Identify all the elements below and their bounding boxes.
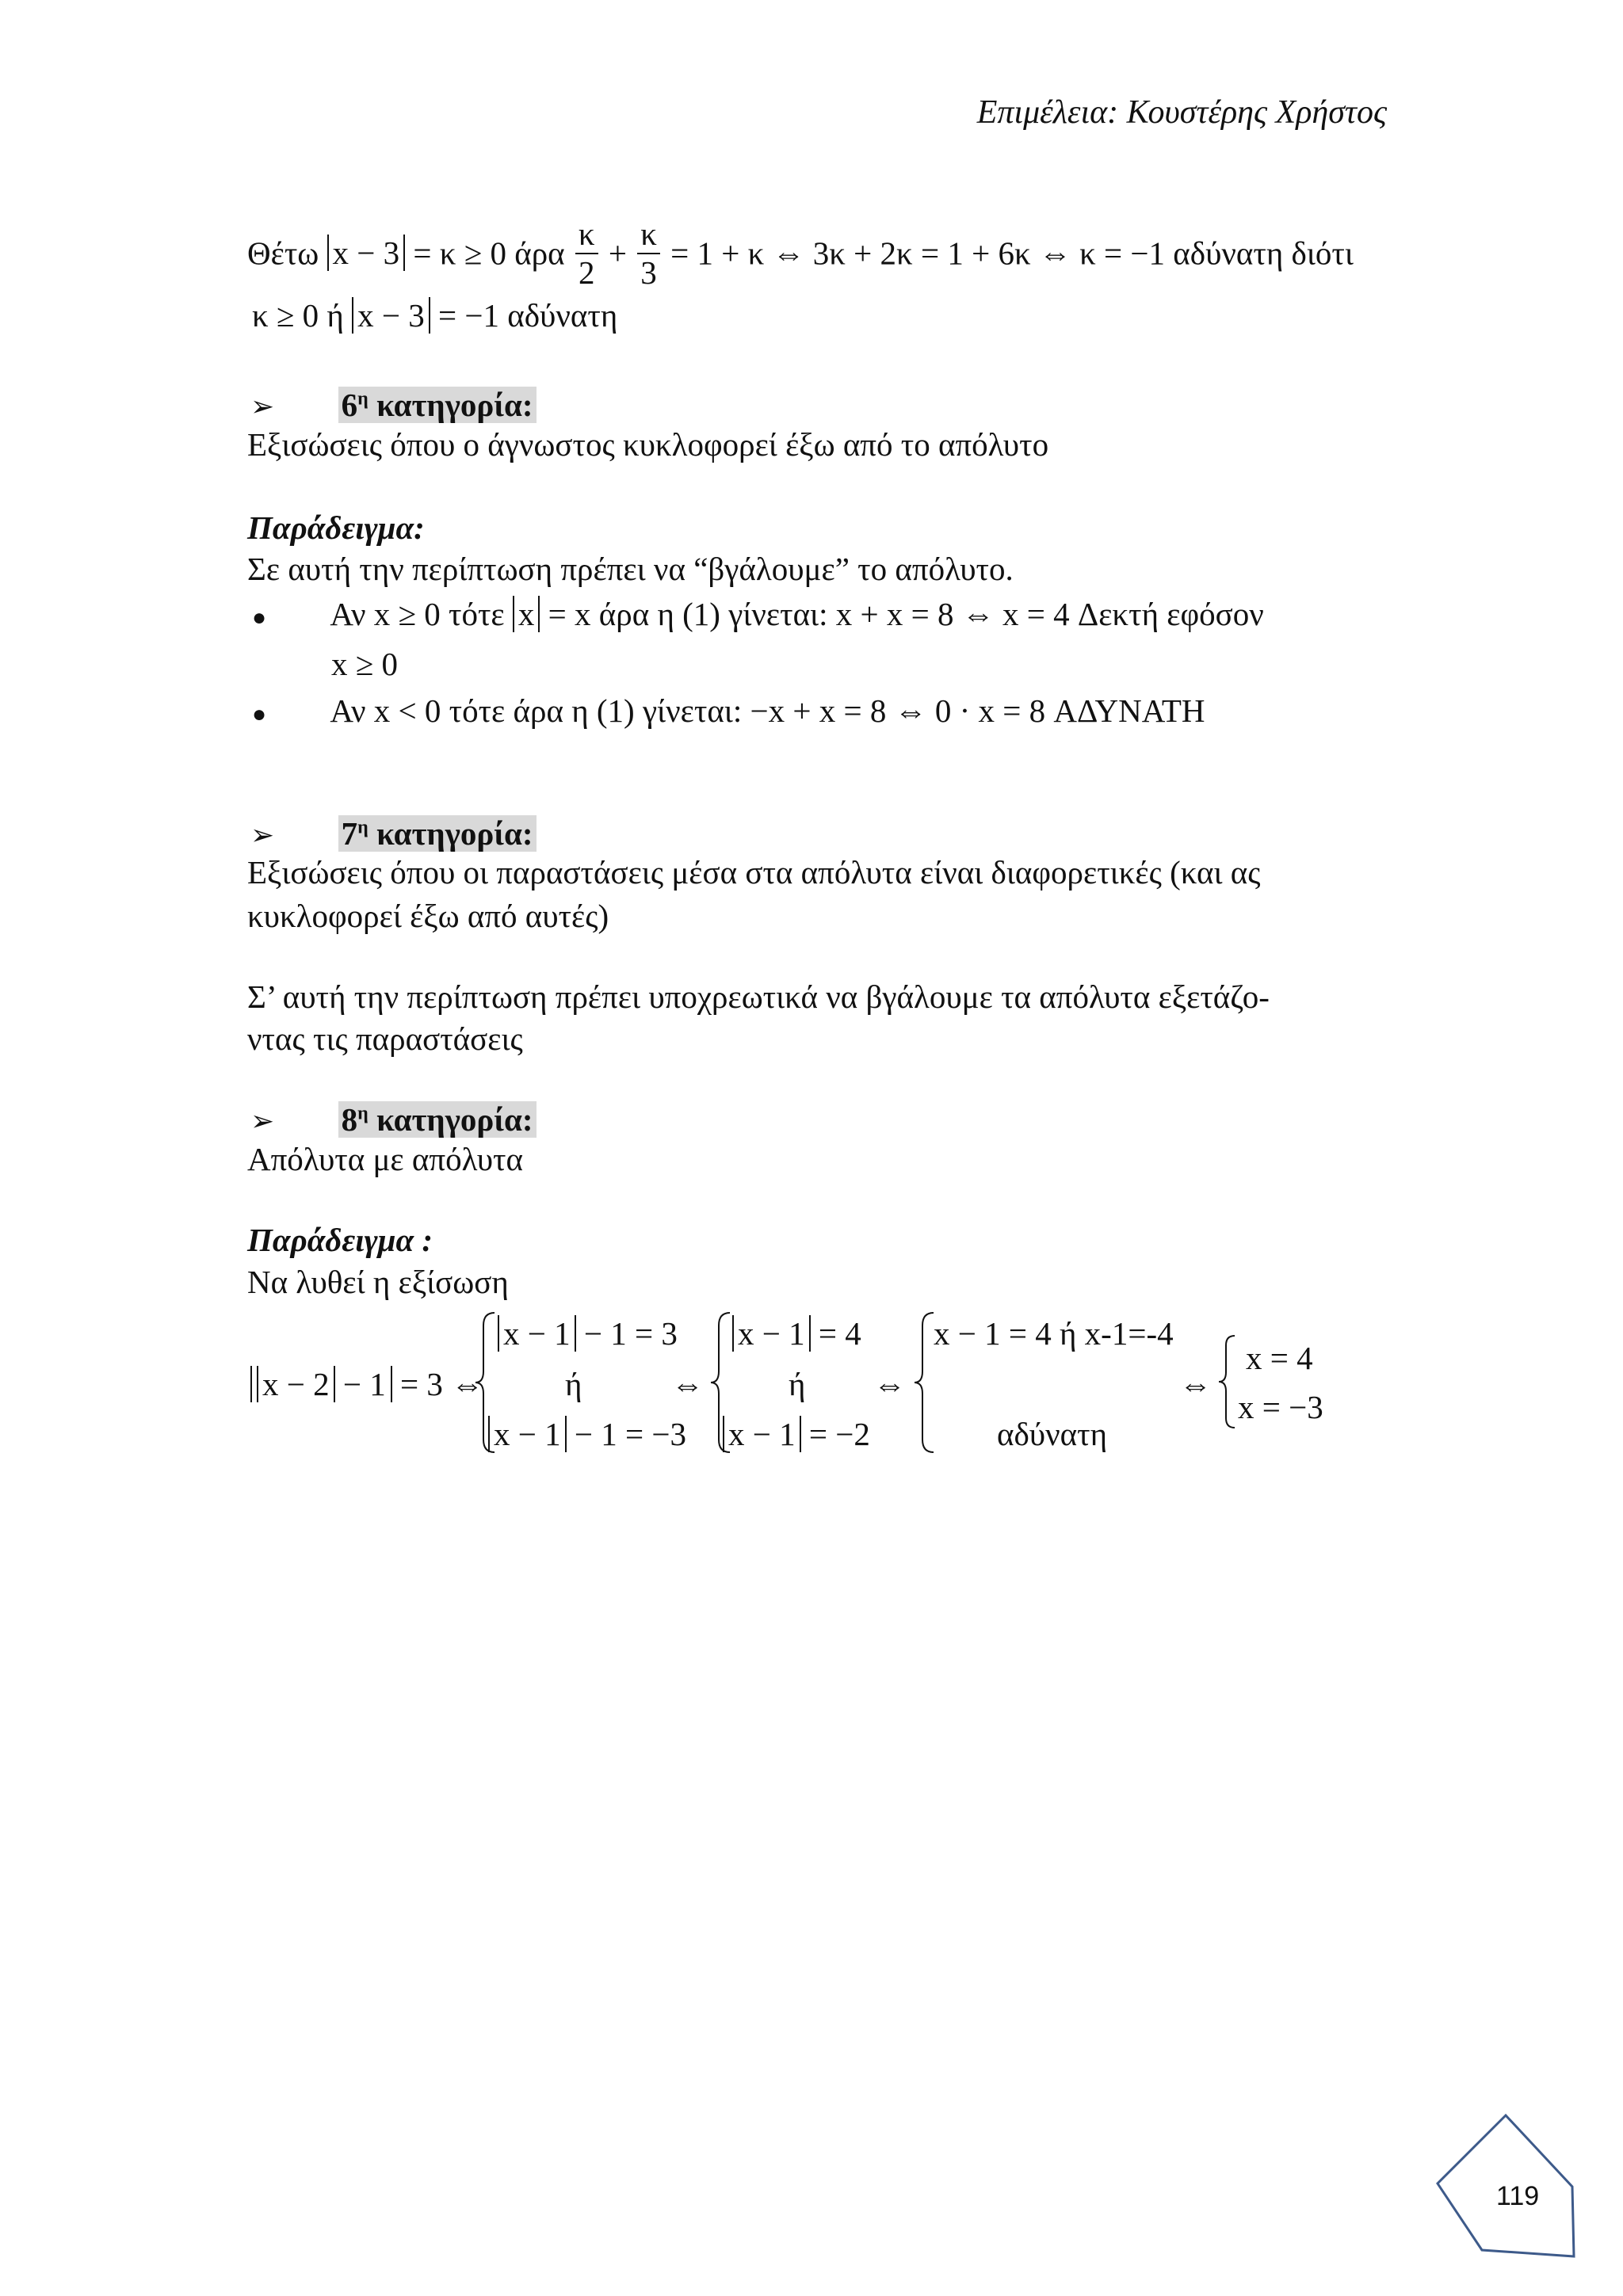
fraction-kappa-over-3 (637, 217, 660, 290)
fraction-numerator: κ (637, 217, 660, 254)
abs-x: x (513, 596, 540, 632)
section-7-title: $7^\eta$ κατηγορία: (338, 815, 537, 852)
plus-sign: + (608, 235, 627, 272)
fraction-denominator: 2 (578, 254, 595, 292)
fraction-numerator: κ (575, 217, 598, 254)
bullet-dot-icon: ● (252, 605, 267, 631)
main-equation-rhs: = 3 ⇔ (400, 1366, 484, 1402)
bullet-dot-icon: ● (252, 701, 267, 727)
intro-impossible: = −1 αδύνατη (437, 297, 618, 334)
section-6-heading (250, 386, 537, 424)
system-4-bottom: x = −3 (1238, 1389, 1323, 1425)
section-6-bullet-2 (252, 692, 1205, 729)
section-8-example-intro: Να λυθεί η εξίσωση (247, 1264, 509, 1300)
section-6-title: $6^\eta$ κατηγορία: (338, 387, 537, 423)
abs-x-minus-3: x − 3 (327, 235, 406, 271)
section-7-description-line-1: Εξισώσεις όπου οι παραστάσεις μέσα στα απόλυτα είναι διαφορετικές (και ας (247, 854, 1261, 891)
section-7-note-line-1: Σ’ αυτή την περίπτωση πρέπει υποχρεωτικά να βγάλουμε τα απόλυτα εξετάζο- (247, 978, 1270, 1015)
fraction-denominator: 3 (640, 254, 657, 292)
section-6-example-intro: Σε αυτή την περίπτωση πρέπει να “βγάλουμε” το απόλυτο. (247, 551, 1014, 587)
abs-x-minus-3: x − 3 (352, 297, 430, 334)
iff-symbol: ⇔ (1179, 1366, 1212, 1402)
abs-x-minus-1: x − 1 (732, 1315, 811, 1352)
arrow-bullet-icon: ➢ (250, 391, 275, 422)
system-1-or: ή (565, 1366, 582, 1402)
system-1-bottom: x − 1 − 1 = −3 (488, 1418, 686, 1451)
arrow-bullet-icon: ➢ (250, 1105, 275, 1137)
section-7-note-line-2: ντας τις παραστάσεις (247, 1020, 523, 1057)
abs-x-minus-1: x − 1 (723, 1416, 801, 1452)
inner-abs-x-minus-2: x − 2 (257, 1366, 335, 1402)
section-7-description-line-2: κυκλοφορεί έξω από αυτές) (247, 898, 609, 934)
bullet-1-condition: Αν x ≥ 0 τότε (330, 596, 505, 632)
system-2-or: ή (789, 1366, 806, 1402)
section-8-title: $8^\eta$ κατηγορία: (338, 1101, 537, 1138)
section-8-example-label: Παράδειγμα : (247, 1222, 433, 1258)
abs-x-minus-1: x − 1 (488, 1416, 567, 1452)
section-7-heading (250, 814, 537, 852)
intro-set-word: Θέτω (247, 235, 319, 272)
intro-line-1 (247, 215, 1354, 293)
section-6-description: Εξισώσεις όπου ο άγνωστος κυκλοφορεί έξω από το απόλυτο (247, 426, 1049, 463)
abs-x-minus-1: x − 1 (498, 1315, 576, 1352)
section-6-bullet-1 (252, 598, 1264, 631)
intro-equation-rest: = 1 + κ ⇔ 3κ + 2κ = 1 + 6κ ⇔ κ = −1 αδύνατη διότι (670, 235, 1354, 272)
section-6-bullet-1-continuation: x ≥ 0 (331, 646, 399, 682)
system-4-top: x = 4 (1246, 1340, 1313, 1376)
page-header-author: Επιμέλεια: Κουστέρης Χρήστος (976, 94, 1387, 131)
intro-kappa-condition: = κ ≥ 0 άρα (413, 235, 565, 272)
left-brace-icon (1217, 1334, 1238, 1429)
bullet-2-text: Αν x < 0 τότε άρα η (1) γίνεται: −x + x = 8 ⇔ 0 · x = 8 ΑΔΥΝΑΤΗ (330, 692, 1205, 729)
fraction-kappa-over-2 (575, 217, 598, 290)
iff-symbol: ⇔ (873, 1366, 906, 1402)
arrow-bullet-icon: ➢ (250, 819, 275, 851)
outer-abs: x − 2 − 1 (250, 1366, 392, 1402)
section-8-heading (250, 1100, 537, 1138)
intro-kappa-or: κ ≥ 0 ή (252, 297, 344, 334)
page-number: 119 (1496, 2181, 1540, 2211)
main-equation (250, 1368, 483, 1401)
iff-symbol: ⇔ (671, 1366, 704, 1402)
system-1-top: x − 1 − 1 = 3 (498, 1318, 678, 1350)
intro-line-2 (252, 299, 617, 332)
section-8-description: Απόλυτα με απόλυτα (247, 1141, 523, 1177)
system-3-top: x − 1 = 4 ή x-1=-4 (934, 1315, 1174, 1352)
section-6-example-label: Παράδειγμα: (247, 509, 425, 546)
system-3-bottom: αδύνατη (997, 1416, 1108, 1452)
bullet-1-result: = x άρα η (1) γίνεται: x + x = 8 ⇔ x = 4 Δεκτή εφόσον (548, 596, 1264, 632)
system-2-top: x − 1 = 4 (732, 1318, 861, 1350)
system-2-bottom: x − 1 = −2 (723, 1418, 870, 1451)
